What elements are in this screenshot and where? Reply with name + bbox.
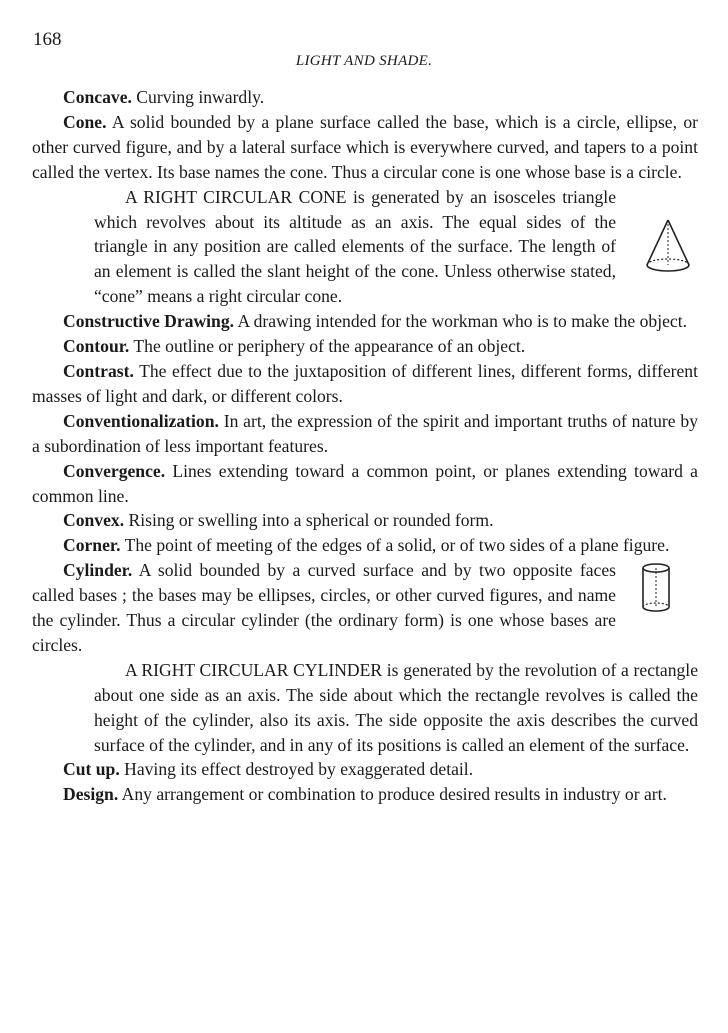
- cone-subentry-block: [32, 185, 698, 310]
- term: Constructive Drawing.: [63, 311, 235, 332]
- entry-contrast: [32, 359, 698, 409]
- definition: Rising or swelling into a spherical or rounded form.: [124, 510, 494, 531]
- term: Design.: [63, 784, 119, 805]
- subentry-right-circular-cone: A RIGHT CIRCULAR CONE is generated by an isosceles triangle which revolves about its altitude as an axis. The equal sides of the triangle in any position are called elements of the surface. The length of an element is called the slant height of the cone. Unless otherwise stated, “cone” means a right circular cone.: [94, 186, 616, 307]
- term: Convex.: [63, 510, 125, 531]
- definition: Any arrangement or combination to produce desired results in industry or art.: [118, 784, 667, 805]
- term: Cut up.: [63, 759, 120, 780]
- entry-design: [32, 782, 698, 807]
- cylinder-icon: [640, 562, 672, 614]
- definition: A solid bounded by a curved surface and by two opposite faces called bases ; the bases may be ellipses, circles, or other curved figures, and name the cylinder. Thus a circular cylinder (the ordinary form) is one whose bases are circles.: [32, 560, 616, 655]
- entry-contour: [32, 334, 698, 359]
- definition: The outline or periphery of the appearance of an object.: [129, 336, 526, 357]
- cone-icon: [644, 217, 692, 279]
- term: Cone.: [63, 111, 107, 132]
- term: Conventionalization.: [63, 410, 219, 431]
- running-head: LIGHT AND SHADE.: [295, 53, 433, 69]
- definition: The point of meeting of the edges of a solid, or of two sides of a plane figure.: [120, 535, 670, 556]
- definition: A drawing intended for the workman who is to make the object.: [234, 311, 687, 332]
- cylinder-entry-block: [32, 558, 698, 658]
- entry-cylinder: [32, 558, 616, 658]
- entry-corner: [32, 533, 698, 558]
- definition: In art, the expression of the spirit and important truths of nature by a subordination of less important features.: [32, 410, 698, 456]
- definition: Lines extending toward a common point, or planes extending toward a common line.: [32, 460, 698, 506]
- glossary-content: [32, 85, 698, 807]
- definition: Having its effect destroyed by exaggerated detail.: [119, 759, 474, 780]
- entry-cone: [32, 110, 698, 185]
- term: Concave.: [63, 87, 132, 107]
- page-number: 168: [33, 29, 62, 50]
- term: Cylinder.: [63, 560, 133, 581]
- entry-cut-up: [32, 757, 698, 782]
- definition: A solid bounded by a plane surface called the base, which is a circle, ellipse, or other curved figure, and by a lateral surface which is everywhere curved, and tapers to a point called the vertex. Its base names the cone. Thus a circular cone is one whose base is a circle.: [32, 111, 698, 182]
- entry-constructive-drawing: [32, 309, 698, 334]
- definition: Curving inwardly.: [131, 87, 265, 107]
- entry-convergence: [32, 459, 698, 509]
- term: Convergence.: [63, 460, 166, 481]
- term: Contrast.: [63, 360, 134, 381]
- definition: The effect due to the juxtaposition of different lines, different forms, different masses of light and dark, or different colors.: [32, 360, 698, 406]
- entry-convex: [32, 508, 698, 533]
- term: Corner.: [63, 535, 121, 556]
- term: Contour.: [63, 336, 130, 357]
- entry-concave: [32, 85, 698, 110]
- entry-conventionalization: [32, 409, 698, 459]
- subentry-right-circular-cylinder: A RIGHT CIRCULAR CYLINDER is generated by the revolution of a rectangle about one side as an axis. The side about which the rectangle revolves is called the height of the cylinder, also its axis. The side opposite the axis describes the curved surface of the cylinder, and in any of its positions is called an element of the surface.: [94, 659, 698, 755]
